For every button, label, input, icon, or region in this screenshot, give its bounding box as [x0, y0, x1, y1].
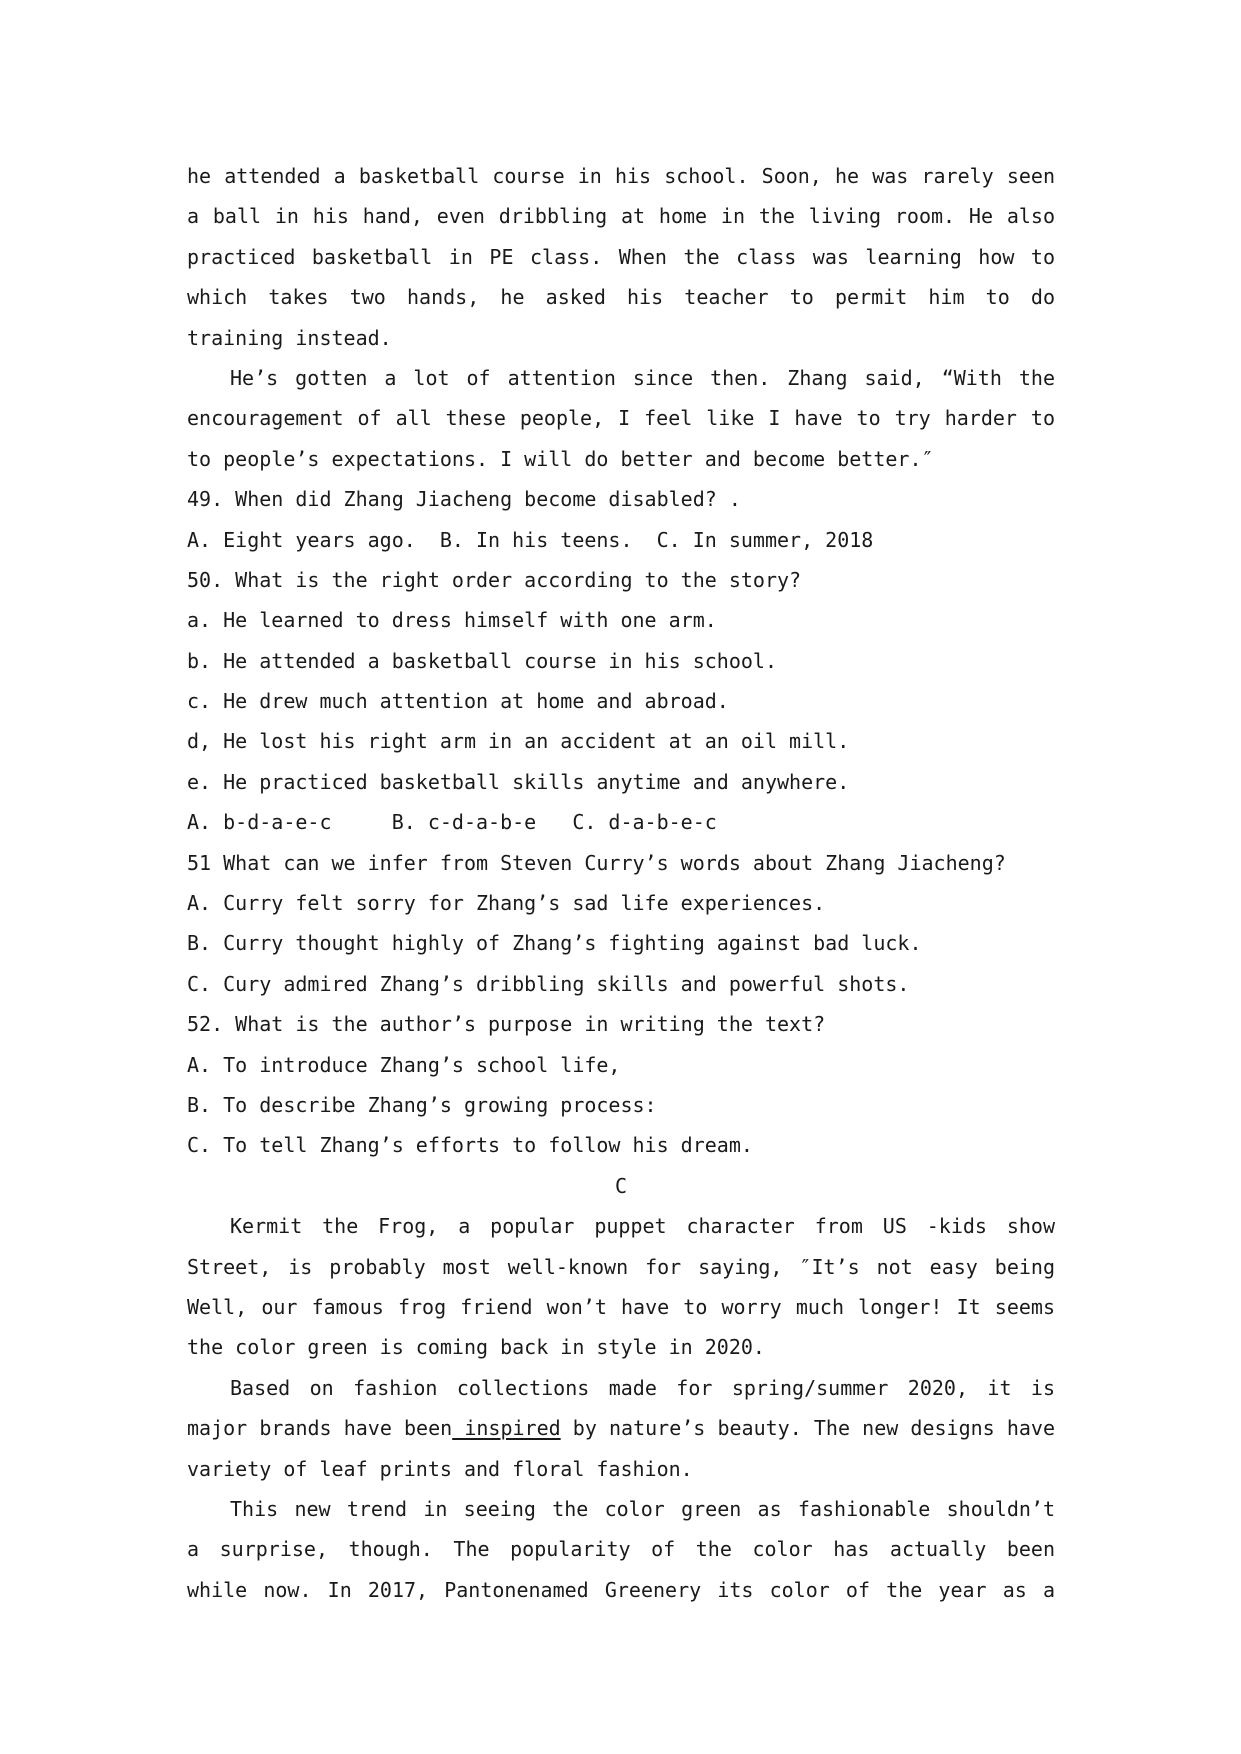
passage-c-p2-line: variety of leaf prints and floral fashion. — [187, 1456, 693, 1481]
document-body — [187, 156, 1055, 1610]
passage-b-p2-line: He’s gotten a lot of attention since then. Zhang said, “With the — [230, 365, 1055, 390]
passage-b-p1-line: which takes two hands, he asked his teacher to permit him to do — [187, 285, 1055, 310]
question-52-option: B. To describe Zhang’s growing process: — [187, 1092, 657, 1117]
question-50-event: a. He learned to dress himself with one arm. — [187, 608, 717, 633]
passage-c-p3-line: while now. In 2017, Pantonenamed Greenery its color of the year as a — [187, 1577, 1055, 1602]
passage-c-p2-text: by nature’s beauty. The new designs have — [572, 1416, 1055, 1441]
question-52-option: C. To tell Zhang’s efforts to follow his dream. — [187, 1133, 753, 1158]
passage-c-p1-line: Street, is probably most well-known for saying, ″It’s not easy being — [187, 1254, 1055, 1279]
passage-c-p2-line: Based on fashion collections made for spring/summer 2020, it is — [230, 1375, 1055, 1400]
question-49-options: A. Eight years ago. B. In his teens. C. In summer, 2018 — [187, 527, 874, 552]
passage-c-p3-line: a surprise, though. The popularity of the color has actually been — [187, 1537, 1055, 1562]
passage-c-p2-line — [187, 1408, 1055, 1448]
question-50-event: c. He drew much attention at home and abroad. — [187, 689, 729, 714]
passage-b-p1-line: practiced basketball in PE class. When the class was learning how to — [187, 244, 1055, 269]
passage-c-p2-text: major brands have been — [187, 1416, 453, 1441]
question-49-stem: 49. When did Zhang Jiacheng become disabled? . — [187, 487, 741, 512]
question-51-option: A. Curry felt sorry for Zhang’s sad life experiences. — [187, 891, 826, 916]
passage-b-p2-line: encouragement of all these people, I feel like I have to try harder to — [187, 406, 1055, 431]
question-51-stem: 51 What can we infer from Steven Curry’s words about Zhang Jiacheng? — [187, 850, 1006, 875]
passage-b-p1-line: he attended a basketball course in his school. Soon, he was rarely seen — [187, 164, 1055, 188]
question-51-option: B. Curry thought highly of Zhang’s fighting against bad luck. — [187, 931, 922, 956]
question-50-stem: 50. What is the right order according to the story? — [187, 567, 802, 592]
underlined-word-inspired: inspired — [452, 1416, 561, 1441]
passage-c-p1-line: Kermit the Frog, a popular puppet character from US -kids show — [230, 1214, 1055, 1239]
question-52-option: A. To introduce Zhang’s school life, — [187, 1052, 621, 1077]
passage-c-p3-line: This new trend in seeing the color green as fashionable shouldn’t — [230, 1496, 1055, 1521]
question-51-option: C. Cury admired Zhang’s dribbling skills and powerful shots. — [187, 971, 910, 996]
passage-c-p1-line: Well, our famous frog friend won’t have to worry much longer! It seems — [187, 1294, 1055, 1319]
passage-c-p1-line: the color green is coming back in style in 2020. — [187, 1335, 765, 1360]
passage-c-heading: C — [614, 1173, 628, 1198]
question-50-event: d, He lost his right arm in an accident at an oil mill. — [187, 729, 850, 754]
passage-b-p1-line: training instead. — [187, 325, 392, 350]
passage-b-p2-line: to people’s expectations. I will do better and become better.″ — [187, 446, 934, 471]
question-50-event: b. He attended a basketball course in his school. — [187, 648, 778, 673]
passage-b-p1-line: a ball in his hand, even dribbling at home in the living room. He also — [187, 204, 1055, 229]
question-50-event: e. He practiced basketball skills anytime and anywhere. — [187, 769, 850, 794]
question-52-stem: 52. What is the author’s purpose in writing the text? — [187, 1012, 826, 1037]
question-50-options: A. b-d-a-e-c B. c-d-a-b-e C. d-a-b-e-c — [187, 810, 717, 835]
